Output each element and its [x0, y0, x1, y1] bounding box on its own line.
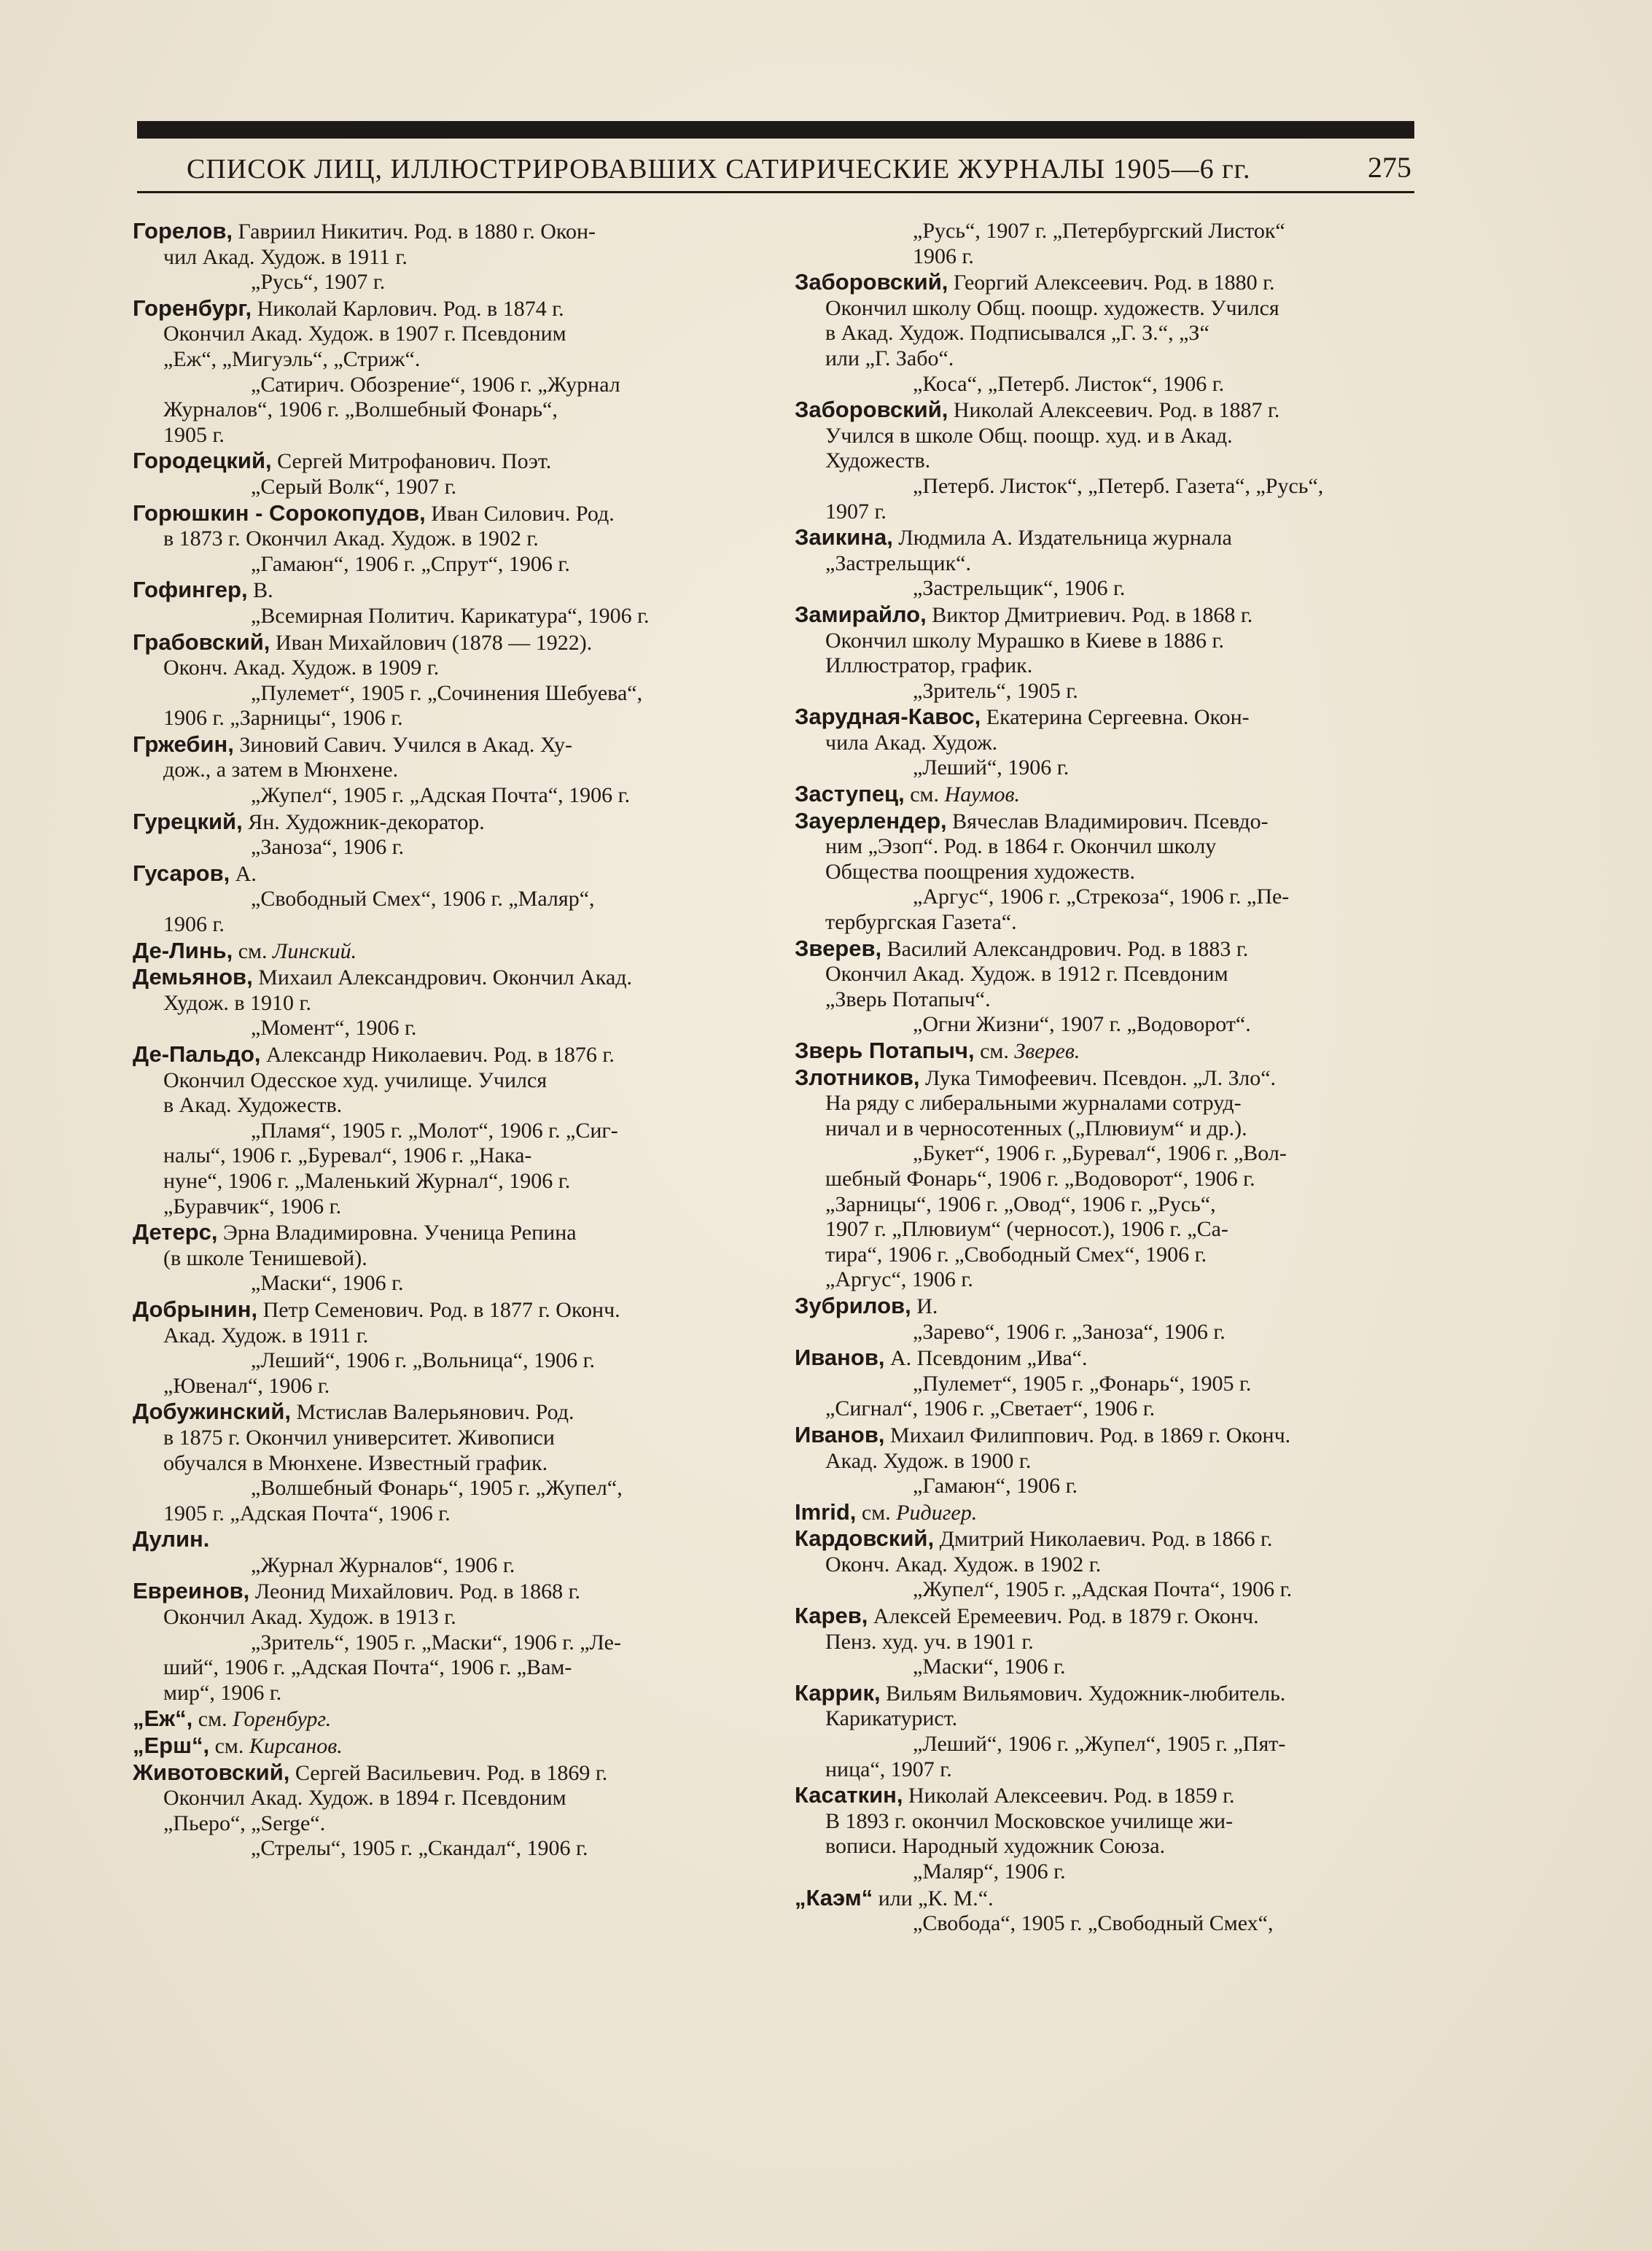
entry-head-line: [133, 938, 761, 965]
journal-citation: „Леший“, 1906 г.: [913, 755, 1069, 780]
entry-description: И.: [911, 1294, 938, 1318]
entry-head-line: [795, 1783, 1423, 1809]
entry-head-line: [795, 1526, 1423, 1552]
entry-name: Зубрилов,: [795, 1292, 911, 1318]
entry-name: Каррик,: [795, 1679, 881, 1706]
entry-head-line: [795, 525, 1423, 551]
entry-head-line: [133, 1297, 761, 1323]
entry-description: А.: [230, 861, 257, 886]
entry-line: Оконч. Акад. Худож. в 1902 г.: [825, 1552, 1102, 1577]
journal-citation: „Гамаюн“, 1906 г. „Спрут“, 1906 г.: [251, 551, 570, 576]
entry-name: „Каэм“: [795, 1884, 873, 1910]
journal-citation: „Момент“, 1906 г.: [251, 1016, 417, 1041]
entry-head-line: [795, 1603, 1423, 1630]
entry-line: Акад. Худож. в 1900 г.: [825, 1448, 1032, 1473]
journal-citation: „Маляр“, 1906 г.: [913, 1859, 1066, 1883]
entry-head-line: [795, 936, 1423, 963]
entry: [795, 809, 1423, 936]
entry-name: Карев,: [795, 1603, 868, 1629]
entry: [795, 1526, 1423, 1603]
entry-head-line: [133, 1733, 761, 1760]
entry-description: Петр Семенович. Род. в 1877 г. Оконч.: [257, 1297, 620, 1322]
entry-line: мир“, 1906 г.: [163, 1680, 282, 1705]
entry-head-line: [795, 809, 1423, 835]
journal-citation: „Гамаюн“, 1906 г.: [913, 1474, 1078, 1498]
entry: [133, 448, 761, 499]
entry-line: в 1875 г. Окончил университет. Живописи: [163, 1425, 555, 1450]
entry-name: Добрынин,: [133, 1296, 258, 1322]
left-column: [133, 219, 761, 1862]
entry-head-line: [133, 448, 761, 475]
cross-reference: Линский.: [273, 938, 357, 963]
entry: [133, 809, 761, 860]
entry-name: Зверь Потапыч,: [795, 1038, 975, 1063]
entry-line: или „Г. Забо“.: [825, 346, 954, 370]
entry: [133, 938, 761, 965]
entry-line: чил Акад. Худож. в 1911 г.: [163, 244, 408, 269]
entry-name: Иванов,: [795, 1345, 885, 1371]
entry-head-line: [795, 704, 1423, 731]
entry-head-line: [133, 965, 761, 991]
entry-name: Евреинов,: [133, 1578, 250, 1604]
journal-citation: „Пламя“, 1905 г. „Молот“, 1906 г. „Сиг-: [251, 1118, 618, 1143]
entry-line: в Акад. Худож. Подписывался „Г. З.“, „З“: [825, 321, 1209, 346]
entry-line: ший“, 1906 г. „Адская Почта“, 1906 г. „Вам-: [163, 1655, 572, 1680]
entry-description: см.: [904, 782, 945, 807]
entry-line: дож., а затем в Мюнхене.: [163, 758, 399, 782]
entry-name: Гусаров,: [133, 860, 230, 886]
entry-line: ним „Эзоп“. Род. в 1864 г. Окончил школу: [825, 834, 1217, 859]
entry: [795, 1038, 1423, 1065]
entry-description: Георгий Алексеевич. Род. в 1880 г.: [948, 271, 1275, 295]
journal-citation: „Свободный Смех“, 1906 г. „Маляр“,: [251, 887, 595, 911]
entry-line: „Пьеро“, „Serge“.: [163, 1811, 326, 1835]
entry-name: Зауерлендер,: [795, 807, 947, 833]
entry-head-line: [795, 1886, 1423, 1912]
header-rule: [137, 191, 1414, 193]
entry: [133, 578, 761, 629]
entry-description: А. Псевдоним „Ива“.: [884, 1346, 1088, 1371]
entry-description: Людмила А. Издательница журнала: [892, 526, 1232, 551]
journal-citation: „Всемирная Политич. Карикатура“, 1906 г.: [251, 603, 650, 628]
entry-line: В 1893 г. окончил Московское училище жи-: [825, 1808, 1234, 1833]
entry-description: Алексей Еремеевич. Род. в 1879 г. Оконч.: [868, 1604, 1259, 1629]
entry-name: Заступец,: [795, 781, 905, 807]
entry-line: Учился в школе Общ. поощр. худ. и в Акад.: [825, 423, 1233, 448]
entry-description: Михаил Александрович. Окончил Акад.: [252, 965, 633, 990]
entry-line: Акад. Худож. в 1911 г.: [163, 1323, 369, 1348]
entry-description: см.: [192, 1707, 233, 1732]
entry: [795, 1783, 1423, 1884]
page-number: 275: [1368, 151, 1411, 184]
entry: [795, 602, 1423, 704]
entry-description: Иван Михайлович (1878 — 1922).: [270, 630, 593, 655]
entry-description: Николай Алексеевич. Род. в 1859 г.: [903, 1784, 1235, 1808]
entry-name: Де-Пальдо,: [133, 1041, 261, 1067]
entry-description: Михаил Филиппович. Род. в 1869 г. Оконч.: [884, 1423, 1291, 1447]
entry-line: Худож. в 1910 г.: [163, 990, 311, 1015]
entry-line: „Ювенал“, 1906 г.: [163, 1373, 330, 1398]
entry-line: „Зверь Потапыч“.: [825, 987, 991, 1011]
header-title: СПИСОК ЛИЦ, ИЛЛЮСТРИРОВАВШИХ САТИРИЧЕСКИЕ ЖУРНАЛЫ 1905—6 гг.: [187, 154, 1251, 184]
entry-description: Эрна Владимировна. Ученица Репина: [217, 1221, 577, 1245]
entry-name: Заборовский,: [795, 397, 948, 423]
entry-line: Окончил школу Мурашко в Киеве в 1886 г.: [825, 628, 1224, 653]
entry-description: Гавриил Никитич. Род. в 1880 г. Окон-: [233, 219, 596, 244]
entry-head-line: [133, 630, 761, 656]
entry-line: Окончил Акад. Худож. в 1912 г. Псевдоним: [825, 962, 1228, 987]
journal-citation: „Леший“, 1906 г. „Вольница“, 1906 г.: [251, 1348, 596, 1373]
entry-name: Горелов,: [133, 218, 233, 244]
entry-line: шебный Фонарь“, 1906 г. „Водоворот“, 1906 г.: [825, 1166, 1255, 1191]
entry-line: „Еж“, „Мигуэль“, „Стриж“.: [163, 346, 421, 371]
journal-citation: „Коса“, „Петерб. Листок“, 1906 г.: [913, 371, 1225, 396]
entry: [133, 630, 761, 731]
entry: [133, 965, 761, 1041]
entry-head-line: [795, 397, 1423, 424]
journal-citation: „Пулемет“, 1905 г. „Фонарь“, 1905 г.: [913, 1371, 1252, 1396]
entry-name: Де-Линь,: [133, 937, 233, 963]
entry-line: 1906 г. „Зарницы“, 1906 г.: [163, 706, 403, 731]
entry-name: Иванов,: [795, 1421, 885, 1447]
journal-citation: „Аргус“, 1906 г. „Стрекоза“, 1906 г. „Пе-: [913, 885, 1290, 909]
entry-line: Иллюстратор, график.: [825, 653, 1033, 678]
entry-description: Сергей Митрофанович. Поэт.: [271, 449, 552, 474]
journal-citation: „Букет“, 1906 г. „Буревал“, 1906 г. „Вол-: [913, 1141, 1287, 1166]
entry-description: Вильям Вильямович. Художник-любитель.: [880, 1681, 1286, 1706]
journal-citation: „Леший“, 1906 г. „Жупел“, 1905 г. „Пят-: [913, 1732, 1286, 1757]
entry: [795, 1294, 1423, 1345]
entry-head-line: [795, 1681, 1423, 1707]
entry-description: Сергей Васильевич. Род. в 1869 г.: [289, 1760, 608, 1785]
entry-head-line: [795, 1294, 1423, 1320]
journal-citation: „Русь“, 1907 г.: [251, 270, 386, 295]
entry: [133, 1706, 761, 1733]
journal-citation: „Маски“, 1906 г.: [913, 1655, 1066, 1679]
journal-citation: „Стрелы“, 1905 г. „Скандал“, 1906 г.: [251, 1836, 588, 1861]
entry-line: Окончил Одесское худ. училище. Учился: [163, 1068, 548, 1092]
entry-description: Александр Николаевич. Род. в 1876 г.: [260, 1043, 615, 1067]
entry-head-line: [133, 732, 761, 758]
entry-head-line: [795, 782, 1423, 808]
entry: [795, 219, 1423, 269]
cross-reference: Горенбург.: [233, 1707, 332, 1732]
entry-name: Заикина,: [795, 524, 893, 551]
entry: [795, 397, 1423, 524]
entry-line: 1907 г. „Плювиум“ (черносот.), 1906 г. „Са-: [825, 1217, 1228, 1242]
entry-line: тира“, 1906 г. „Свободный Смех“, 1906 г.: [825, 1242, 1207, 1267]
entry: [795, 1345, 1423, 1422]
entry-name: Добужинский,: [133, 1399, 291, 1425]
entry: [795, 525, 1423, 602]
entry: [133, 1220, 761, 1296]
entry-head-line: [133, 1220, 761, 1246]
entry-line: На ряду с либеральными журналами сотруд-: [825, 1091, 1242, 1116]
entry: [133, 1297, 761, 1399]
entry-name: Демьянов,: [133, 964, 253, 990]
entry-head-line: [133, 1399, 761, 1426]
entry-line: нуне“, 1906 г. „Маленький Журнал“, 1906 г.: [163, 1168, 571, 1193]
entry-description: В.: [247, 578, 273, 603]
entry-head-line: [133, 1706, 761, 1733]
entry-name: Горенбург,: [133, 295, 252, 321]
journal-citation: „Жупел“, 1905 г. „Адская Почта“, 1906 г.: [913, 1577, 1293, 1602]
entry-name: Злотников,: [795, 1064, 920, 1090]
entry: [133, 1733, 761, 1760]
entry-line: Карикатурист.: [825, 1706, 958, 1731]
entry-head-line: [795, 1065, 1423, 1092]
entry-line: 1906 г.: [163, 912, 225, 937]
entry-head-line: [795, 1423, 1423, 1449]
journal-citation: „Зарево“, 1906 г. „Заноза“, 1906 г.: [913, 1319, 1226, 1344]
entry-description: Екатерина Сергеевна. Окон-: [981, 705, 1250, 730]
journal-citation: „Застрельщик“, 1906 г.: [913, 576, 1126, 601]
entry: [795, 1603, 1423, 1680]
journal-citation: „Свобода“, 1905 г. „Свободный Смех“,: [913, 1911, 1274, 1936]
entry-head-line: [795, 1038, 1423, 1065]
entry: [133, 1527, 761, 1578]
entry-description: Николай Карлович. Род. в 1874 г.: [252, 296, 564, 321]
journal-citation: „Журнал Журналов“, 1906 г.: [251, 1552, 515, 1577]
entry-line: Окончил школу Общ. поощр. художеств. Учился: [825, 295, 1279, 320]
entry-head-line: [133, 861, 761, 887]
entry-line: ница“, 1907 г.: [825, 1757, 952, 1781]
entry: [795, 1886, 1423, 1937]
entry-description: см.: [233, 938, 273, 963]
entry-description: Ян. Художник-декоратор.: [242, 809, 485, 834]
entry-head-line: [133, 296, 761, 322]
entry-name: Гржебин,: [133, 731, 234, 757]
entry-head-line: [795, 602, 1423, 629]
entry-line: „Сигнал“, 1906 г. „Светает“, 1906 г.: [825, 1396, 1156, 1421]
journal-citation: „Волшебный Фонарь“, 1905 г. „Жупел“,: [251, 1476, 623, 1501]
entry: [795, 704, 1423, 781]
entry-name: Дулин.: [133, 1526, 210, 1552]
entry-line: вописи. Народный художник Союза.: [825, 1834, 1166, 1859]
journal-citation: „Зритель“, 1905 г. „Маски“, 1906 г. „Ле-: [251, 1630, 621, 1655]
entry: [133, 861, 761, 938]
entry-line: обучался в Мюнхене. Известный график.: [163, 1450, 548, 1475]
entry-description: Дмитрий Николаевич. Род. в 1866 г.: [934, 1527, 1273, 1552]
entry-name: Зарудная-Кавос,: [795, 704, 981, 730]
entry-name: Замирайло,: [795, 601, 927, 627]
entry-description: Мстислав Валерьянович. Род.: [291, 1400, 574, 1425]
running-header: [137, 150, 1414, 190]
journal-citation: „Заноза“, 1906 г.: [251, 835, 405, 860]
entry: [133, 1579, 761, 1706]
entry-line: Журналов“, 1906 г. „Волшебный Фонарь“,: [163, 397, 558, 422]
entry: [133, 501, 761, 578]
entry-line: (в школе Тенишевой).: [163, 1245, 367, 1270]
journal-citation: „Пулемет“, 1905 г. „Сочинения Шебуева“,: [251, 680, 643, 705]
entry-name: „Еж“,: [133, 1706, 193, 1732]
entry-line: чила Акад. Худож.: [825, 730, 998, 755]
entry-name: Касаткин,: [795, 1782, 903, 1808]
cross-reference: Ридигер.: [896, 1500, 978, 1525]
cross-reference: Зверев.: [1014, 1039, 1080, 1063]
entry-description: Иван Силович. Род.: [425, 501, 615, 526]
right-column: [795, 219, 1423, 1937]
entry-line: тербургская Газета“.: [825, 910, 1017, 935]
entry-line: в Акад. Художеств.: [163, 1093, 343, 1118]
entry-name: Кардовский,: [795, 1525, 935, 1552]
entry: [133, 1399, 761, 1526]
entry-line: „Зарницы“, 1906 г. „Овод“, 1906 г. „Русь“,: [825, 1191, 1216, 1216]
entry-description: см.: [974, 1039, 1015, 1063]
journal-citation: „Зритель“, 1905 г.: [913, 678, 1078, 703]
entry: [795, 1500, 1423, 1526]
journal-citation: „Русь“, 1907 г. „Петербургский Листок“: [913, 219, 1285, 243]
entry-line: 1905 г.: [163, 422, 225, 447]
entry-description: Василий Александрович. Род. в 1883 г.: [881, 936, 1249, 961]
entry-description: или „К. М.“.: [873, 1886, 994, 1910]
entry-line: налы“, 1906 г. „Буревал“, 1906 г. „Нака-: [163, 1143, 532, 1168]
entry: [795, 1423, 1423, 1499]
journal-citation: „Сатирич. Обозрение“, 1906 г. „Журнал: [251, 372, 620, 397]
entry-name: Гофингер,: [133, 577, 248, 603]
entry: [133, 296, 761, 448]
entry-description: см.: [856, 1500, 897, 1525]
journal-citation: „Огни Жизни“, 1907 г. „Водоворот“.: [913, 1012, 1251, 1037]
entry-head-line: [133, 1042, 761, 1068]
entry-line: „Застрельщик“.: [825, 551, 971, 575]
entry-name: Гурецкий,: [133, 808, 243, 834]
entry-head-line: [133, 219, 761, 245]
entry-name: Горюшкин - Сорокопудов,: [133, 499, 426, 526]
entry-description: Лука Тимофеевич. Псевдон. „Л. Зло“.: [919, 1065, 1277, 1090]
entry-head-line: [795, 1500, 1423, 1526]
entry-line: 1905 г. „Адская Почта“, 1906 г.: [163, 1501, 451, 1525]
entry-description: Зиновий Савич. Учился в Акад. Ху-: [233, 732, 572, 757]
entry-description: см.: [209, 1734, 249, 1759]
entry-line: „Буравчик“, 1906 г.: [163, 1194, 342, 1218]
entry-name: Детерс,: [133, 1219, 218, 1245]
journal-citation: „Маски“, 1906 г.: [251, 1271, 404, 1296]
journal-citation: „Жупел“, 1905 г. „Адская Почта“, 1906 г.: [251, 783, 631, 808]
entry-head-line: [795, 270, 1423, 296]
entry-head-line: [133, 501, 761, 527]
entry-name: Imrid,: [795, 1498, 857, 1525]
entry: [795, 936, 1423, 1038]
entry: [133, 1760, 761, 1862]
entry-description: Вячеслав Владимирович. Псевдо-: [946, 809, 1269, 833]
entry-name: Животовский,: [133, 1759, 290, 1785]
entry-name: Заборовский,: [795, 269, 948, 295]
journal-citation: „Петерб. Листок“, „Петерб. Газета“, „Русь“,: [913, 473, 1324, 498]
entry-head-line: [133, 809, 761, 836]
entry-head-line: [133, 1527, 761, 1553]
entry-line: Оконч. Акад. Худож. в 1909 г.: [163, 656, 440, 680]
entry-line: Окончил Акад. Худож. в 1907 г. Псевдоним: [163, 322, 566, 346]
entry: [795, 782, 1423, 808]
entry: [795, 1681, 1423, 1782]
entry-line: Пенз. худ. уч. в 1901 г.: [825, 1629, 1034, 1654]
entry-description: Леонид Михайлович. Род. в 1868 г.: [249, 1579, 581, 1604]
top-heavy-rule: [137, 121, 1414, 139]
entry-head-line: [133, 1760, 761, 1787]
entry: [133, 732, 761, 809]
entry-head-line: [133, 578, 761, 604]
entry-line: в 1873 г. Окончил Акад. Худож. в 1902 г.: [163, 526, 539, 551]
entry: [795, 1065, 1423, 1293]
entry: [133, 219, 761, 295]
entry-head-line: [133, 1579, 761, 1605]
entry-line: Общества поощрения художеств.: [825, 859, 1135, 884]
entry-name: Зверев,: [795, 935, 882, 961]
entry: [133, 1042, 761, 1219]
entry-name: Грабовский,: [133, 629, 270, 655]
journal-citation: „Серый Волк“, 1907 г.: [251, 474, 457, 499]
entry-line: Окончил Акад. Худож. в 1894 г. Псевдоним: [163, 1786, 566, 1811]
entry: [795, 270, 1423, 397]
journal-citation: 1906 г.: [913, 244, 974, 268]
entry-line: 1907 г.: [825, 499, 887, 524]
entry-description: Виктор Дмитриевич. Род. в 1868 г.: [926, 602, 1253, 627]
entry-line: Окончил Акад. Худож. в 1913 г.: [163, 1605, 456, 1630]
cross-reference: Кирсанов.: [249, 1734, 343, 1759]
entry-name: Городецкий,: [133, 448, 272, 474]
entry-description: Николай Алексеевич. Род. в 1887 г.: [948, 398, 1280, 423]
entry-line: „Аргус“, 1906 г.: [825, 1267, 973, 1292]
entry-line: Художеств.: [825, 448, 931, 473]
entry-head-line: [795, 1345, 1423, 1372]
cross-reference: Наумов.: [944, 782, 1021, 807]
entry-name: „Ерш“,: [133, 1733, 210, 1759]
entry-line: ничал и в черносотенных („Плювиум“ и др.).: [825, 1116, 1247, 1140]
